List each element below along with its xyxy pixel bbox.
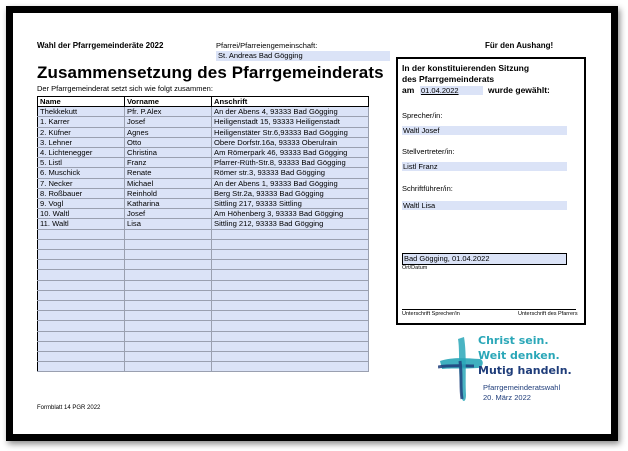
secretary-label: Schriftführer/in: xyxy=(402,184,453,193)
cell-name[interactable] xyxy=(38,341,125,351)
cell-address[interactable]: An der Abens 4, 93333 Bad Gögging xyxy=(212,107,369,117)
cell-name[interactable] xyxy=(38,351,125,361)
cell-firstname[interactable] xyxy=(125,280,212,290)
cell-firstname[interactable] xyxy=(125,362,212,372)
column-header-address: Anschrift xyxy=(212,97,369,107)
table-row xyxy=(38,362,369,372)
cell-firstname[interactable] xyxy=(125,321,212,331)
cell-firstname[interactable]: Josef xyxy=(125,209,212,219)
cell-firstname[interactable]: Renate xyxy=(125,168,212,178)
session-heading-1: In der konstituierenden Sitzung xyxy=(402,63,530,73)
cell-address[interactable] xyxy=(212,341,369,351)
cell-name[interactable] xyxy=(38,239,125,249)
table-row xyxy=(38,178,369,188)
cell-name[interactable] xyxy=(38,321,125,331)
parish-field[interactable]: St. Andreas Bad Gögging xyxy=(216,51,390,61)
table-header-row xyxy=(38,97,369,107)
speaker-label: Sprecher/in: xyxy=(402,111,443,120)
logo-line-5: 20. März 2022 xyxy=(483,393,531,402)
table-row xyxy=(38,270,369,280)
table-row xyxy=(38,300,369,310)
cell-name[interactable] xyxy=(38,280,125,290)
cell-address[interactable] xyxy=(212,229,369,239)
cell-address[interactable] xyxy=(212,311,369,321)
cell-name[interactable]: 6. Muschick xyxy=(38,168,125,178)
logo-line-3: Mutig handeln. xyxy=(478,364,572,377)
cell-firstname[interactable] xyxy=(125,270,212,280)
cell-address[interactable]: Heiligenstäter Str.6,93333 Bad Gögging xyxy=(212,127,369,137)
cell-firstname[interactable] xyxy=(125,351,212,361)
cell-address[interactable]: Am Höhenberg 3, 93333 Bad Gögging xyxy=(212,209,369,219)
cell-address[interactable]: Am Römerpark 46, 93333 Bad Gögging xyxy=(212,148,369,158)
speaker-field[interactable]: Waltl Josef xyxy=(402,126,567,135)
cell-name[interactable] xyxy=(38,331,125,341)
table-row xyxy=(38,107,369,117)
cell-firstname[interactable]: Agnes xyxy=(125,127,212,137)
table-row xyxy=(38,219,369,229)
cell-address[interactable]: Heiligenstadt 15, 93333 Heiligenstadt xyxy=(212,117,369,127)
table-row xyxy=(38,321,369,331)
cell-firstname[interactable] xyxy=(125,260,212,270)
cell-address[interactable] xyxy=(212,300,369,310)
cell-firstname[interactable]: Pfr. P.Alex xyxy=(125,107,212,117)
cell-name[interactable]: Thekkekutt xyxy=(38,107,125,117)
column-header-name: Name xyxy=(38,97,125,107)
session-am-label: am xyxy=(402,85,415,95)
table-row xyxy=(38,260,369,270)
cell-name[interactable]: 1. Karrer xyxy=(38,117,125,127)
deputy-field[interactable]: Listl Franz xyxy=(402,162,567,171)
table-row xyxy=(38,117,369,127)
cell-firstname[interactable] xyxy=(125,331,212,341)
cell-firstname[interactable]: Christina xyxy=(125,148,212,158)
cell-address[interactable] xyxy=(212,250,369,260)
cell-name[interactable] xyxy=(38,229,125,239)
logo-line-1: Christ sein. xyxy=(478,334,549,347)
cell-firstname[interactable]: Katharina xyxy=(125,199,212,209)
cell-name[interactable]: 9. Vogl xyxy=(38,199,125,209)
cell-address[interactable] xyxy=(212,351,369,361)
cell-name[interactable]: 10. Waltl xyxy=(38,209,125,219)
cell-address[interactable] xyxy=(212,362,369,372)
cell-firstname[interactable] xyxy=(125,250,212,260)
sign-speaker-label: Unterschrift Sprecher/in xyxy=(402,311,460,317)
cell-name[interactable] xyxy=(38,311,125,321)
session-box xyxy=(396,57,586,325)
table-row xyxy=(38,280,369,290)
cell-address[interactable]: Berg Str.2a, 93333 Bad Gögging xyxy=(212,188,369,198)
column-header-firstname: Vorname xyxy=(125,97,212,107)
cell-address[interactable] xyxy=(212,290,369,300)
cell-name[interactable]: 2. Küfner xyxy=(38,127,125,137)
table-row xyxy=(38,250,369,260)
cell-address[interactable] xyxy=(212,270,369,280)
cell-name[interactable] xyxy=(38,300,125,310)
table-row xyxy=(38,158,369,168)
page-subtitle: Der Pfarrgemeinderat setzt sich wie folgt zusammen: xyxy=(37,84,213,93)
cell-name[interactable]: 5. Listl xyxy=(38,158,125,168)
table-row xyxy=(38,168,369,178)
cell-address[interactable]: Obere Dorfstr.16a, 93333 Oberulrain xyxy=(212,137,369,147)
table-row xyxy=(38,199,369,209)
cell-name[interactable]: 4. Lichtenegger xyxy=(38,148,125,158)
table-row xyxy=(38,351,369,361)
cell-name[interactable] xyxy=(38,260,125,270)
place-date-label: Ort/Datum xyxy=(402,265,428,271)
cell-address[interactable]: Römer str.3, 93333 Bad Gögging xyxy=(212,168,369,178)
cell-name[interactable] xyxy=(38,362,125,372)
table-row xyxy=(38,341,369,351)
cell-firstname[interactable]: Michael xyxy=(125,178,212,188)
posting-note: Für den Aushang! xyxy=(485,41,554,50)
table-row xyxy=(38,290,369,300)
cell-address[interactable]: An der Abens 1, 93333 Bad Gögging xyxy=(212,178,369,188)
cell-firstname[interactable] xyxy=(125,300,212,310)
table-row xyxy=(38,331,369,341)
cell-firstname[interactable] xyxy=(125,311,212,321)
table-row xyxy=(38,188,369,198)
session-heading-2: des Pfarrgemeinderats xyxy=(402,74,495,84)
session-date-field[interactable]: 01.04.2022 xyxy=(420,86,483,95)
document-page xyxy=(13,13,611,434)
logo-line-2: Weit denken. xyxy=(478,349,560,362)
cell-firstname[interactable]: Franz xyxy=(125,158,212,168)
cell-address[interactable] xyxy=(212,239,369,249)
cell-firstname[interactable] xyxy=(125,239,212,249)
logo-line-4: Pfarrgemeinderatswahl xyxy=(483,383,561,392)
cell-name[interactable]: 8. Roßbauer xyxy=(38,188,125,198)
cell-address[interactable] xyxy=(212,260,369,270)
cell-firstname[interactable]: Lisa xyxy=(125,219,212,229)
secretary-field[interactable]: Waltl Lisa xyxy=(402,201,567,210)
cell-address[interactable] xyxy=(212,321,369,331)
cell-address[interactable] xyxy=(212,280,369,290)
table-row xyxy=(38,127,369,137)
cell-name[interactable]: 11. Waltl xyxy=(38,219,125,229)
cell-firstname[interactable] xyxy=(125,341,212,351)
cell-address[interactable]: Pfarrer-Rüth-Str.8, 93333 Bad Gögging xyxy=(212,158,369,168)
table-row xyxy=(38,137,369,147)
cell-address[interactable]: Sittling 212, 93333 Bad Gögging xyxy=(212,219,369,229)
cell-firstname[interactable] xyxy=(125,290,212,300)
table-row xyxy=(38,311,369,321)
deputy-label: Stellvertreter/in: xyxy=(402,147,455,156)
signature-line xyxy=(402,309,576,310)
sign-pastor-label: Unterschrift des Pfarrers xyxy=(518,311,578,317)
election-title: Wahl der Pfarrgemeinderäte 2022 xyxy=(37,41,164,50)
parish-label: Pfarrei/Pfarreiengemeinschaft: xyxy=(216,41,318,50)
table-row xyxy=(38,209,369,219)
place-date-field[interactable]: Bad Gögging, 01.04.2022 xyxy=(402,253,567,265)
cell-firstname[interactable]: Josef xyxy=(125,117,212,127)
session-elected-label: wurde gewählt: xyxy=(488,85,550,95)
table-row xyxy=(38,239,369,249)
cell-firstname[interactable]: Otto xyxy=(125,137,212,147)
cell-name[interactable] xyxy=(38,290,125,300)
cell-name[interactable]: 3. Lehner xyxy=(38,137,125,147)
cell-name[interactable] xyxy=(38,250,125,260)
form-id: Formblatt 14 PGR 2022 xyxy=(37,405,101,411)
cell-name[interactable] xyxy=(38,270,125,280)
members-table xyxy=(37,96,369,372)
cell-address[interactable] xyxy=(212,331,369,341)
cell-address[interactable]: Sittling 217, 93333 Sittling xyxy=(212,199,369,209)
cell-firstname[interactable]: Reinhold xyxy=(125,188,212,198)
cell-name[interactable]: 7. Necker xyxy=(38,178,125,188)
page-title: Zusammensetzung des Pfarrgemeinderats xyxy=(37,63,384,82)
table-row xyxy=(38,148,369,158)
cell-firstname[interactable] xyxy=(125,229,212,239)
table-row xyxy=(38,229,369,239)
